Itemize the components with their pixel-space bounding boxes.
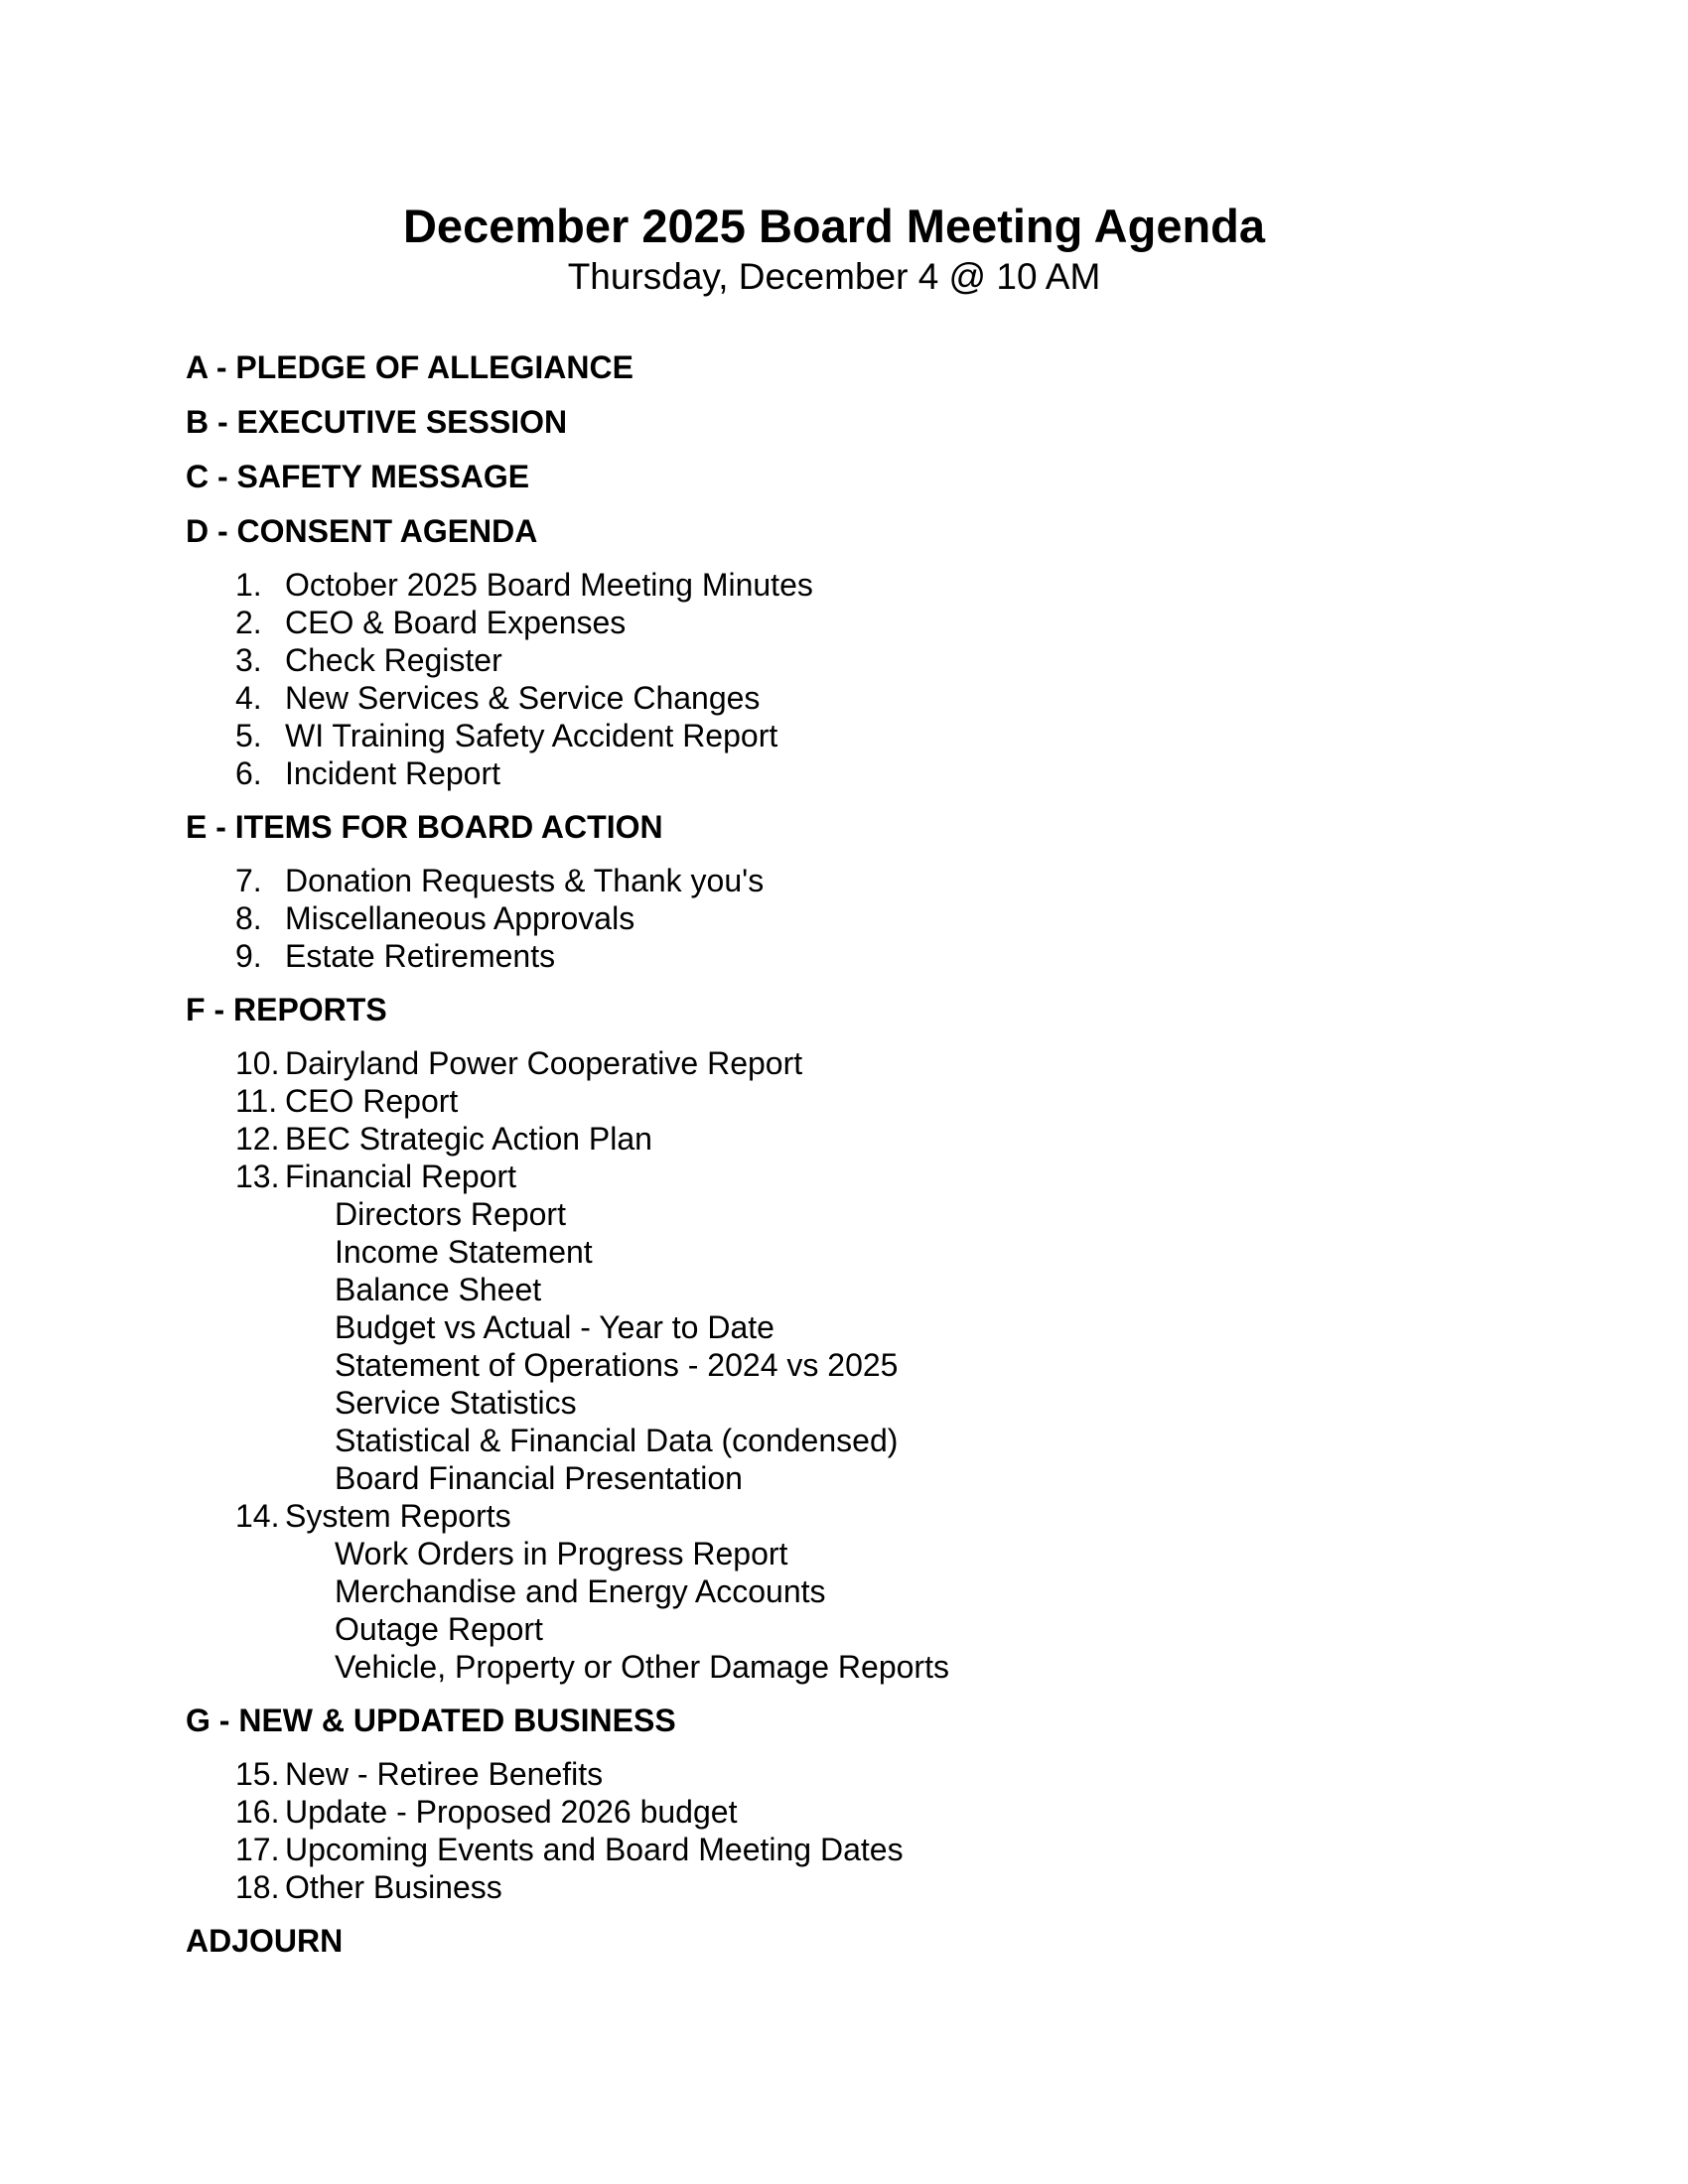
financial-subitem: Board Financial Presentation bbox=[335, 1460, 743, 1496]
item-number: 10. bbox=[235, 1045, 280, 1081]
agenda-item bbox=[186, 1497, 1576, 1535]
section-heading: A - PLEDGE OF ALLEGIANCE bbox=[186, 349, 633, 385]
section-e bbox=[186, 807, 1576, 975]
section-heading: F - REPORTS bbox=[186, 992, 387, 1027]
item-text: CEO & Board Expenses bbox=[285, 605, 627, 640]
agenda-item bbox=[186, 862, 1576, 899]
item-number: 4. bbox=[235, 680, 262, 716]
item-number: 6. bbox=[235, 755, 262, 791]
item-number: 9. bbox=[235, 938, 262, 974]
item-text: Miscellaneous Approvals bbox=[285, 900, 635, 936]
section-b bbox=[186, 402, 1576, 442]
agenda-item bbox=[186, 754, 1576, 792]
section-heading: B - EXECUTIVE SESSION bbox=[186, 404, 568, 440]
agenda-item bbox=[186, 604, 1576, 641]
financial-subitem: Directors Report bbox=[335, 1196, 566, 1232]
section-d bbox=[186, 511, 1576, 792]
item-text: Financial Report bbox=[285, 1159, 516, 1194]
item-number: 17. bbox=[235, 1832, 280, 1867]
financial-subitem: Income Statement bbox=[335, 1234, 593, 1270]
agenda-item bbox=[186, 566, 1576, 604]
agenda-item bbox=[186, 937, 1576, 975]
agenda-item bbox=[186, 717, 1576, 754]
agenda-item bbox=[186, 1793, 1576, 1831]
page-title: December 2025 Board Meeting Agenda bbox=[402, 200, 1266, 252]
item-text: Incident Report bbox=[285, 755, 501, 791]
meeting-date-subtitle: Thursday, December 4 @ 10 AM bbox=[567, 256, 1101, 297]
item-text: Other Business bbox=[285, 1869, 502, 1905]
financial-subitem: Service Statistics bbox=[335, 1385, 577, 1421]
item-text: Upcoming Events and Board Meeting Dates bbox=[285, 1832, 904, 1867]
item-number: 5. bbox=[235, 718, 262, 753]
section-heading: C - SAFETY MESSAGE bbox=[186, 459, 530, 494]
section-g bbox=[186, 1701, 1576, 1906]
financial-subitem: Statistical & Financial Data (condensed) bbox=[335, 1423, 899, 1458]
system-subitem: Work Orders in Progress Report bbox=[335, 1536, 788, 1571]
financial-subitem: Balance Sheet bbox=[335, 1272, 542, 1307]
item-text: New - Retiree Benefits bbox=[285, 1756, 604, 1792]
financial-subitem: Budget vs Actual - Year to Date bbox=[335, 1309, 774, 1345]
system-subitem: Merchandise and Energy Accounts bbox=[335, 1573, 826, 1609]
section-f bbox=[186, 990, 1576, 1686]
item-number: 13. bbox=[235, 1159, 280, 1194]
section-a bbox=[186, 347, 1576, 387]
agenda-item-list bbox=[186, 1044, 1576, 1686]
item-text: Dairyland Power Cooperative Report bbox=[285, 1045, 803, 1081]
agenda-item bbox=[186, 679, 1576, 717]
agenda-item-list bbox=[186, 862, 1576, 975]
item-text: System Reports bbox=[285, 1498, 511, 1534]
agenda-item bbox=[186, 1158, 1576, 1195]
item-text: CEO Report bbox=[285, 1083, 459, 1119]
section-heading: E - ITEMS FOR BOARD ACTION bbox=[186, 809, 663, 845]
item-number: 7. bbox=[235, 863, 262, 898]
system-subitem: Outage Report bbox=[335, 1611, 543, 1647]
item-text: WI Training Safety Accident Report bbox=[285, 718, 778, 753]
item-number: 12. bbox=[235, 1121, 280, 1157]
agenda-item bbox=[186, 899, 1576, 937]
agenda-item bbox=[186, 1868, 1576, 1906]
item-text: Donation Requests & Thank you's bbox=[285, 863, 765, 898]
system-subitem: Vehicle, Property or Other Damage Reports bbox=[335, 1649, 949, 1685]
section-heading: D - CONSENT AGENDA bbox=[186, 513, 538, 549]
section-c bbox=[186, 457, 1576, 496]
item-number: 2. bbox=[235, 605, 262, 640]
item-text: Estate Retirements bbox=[285, 938, 556, 974]
item-number: 15. bbox=[235, 1756, 280, 1792]
section-heading: G - NEW & UPDATED BUSINESS bbox=[186, 1703, 676, 1738]
item-text: October 2025 Board Meeting Minutes bbox=[285, 567, 813, 603]
item-number: 3. bbox=[235, 642, 262, 678]
item-number: 18. bbox=[235, 1869, 280, 1905]
agenda-item-list bbox=[186, 566, 1576, 792]
section-heading: ADJOURN bbox=[186, 1923, 344, 1959]
item-text: New Services & Service Changes bbox=[285, 680, 761, 716]
item-text: BEC Strategic Action Plan bbox=[285, 1121, 652, 1157]
item-number: 1. bbox=[235, 567, 262, 603]
agenda-item bbox=[186, 1120, 1576, 1158]
agenda-item-list bbox=[186, 1755, 1576, 1906]
item-number: 14. bbox=[235, 1498, 280, 1534]
agenda-item bbox=[186, 1082, 1576, 1120]
agenda-item bbox=[186, 1755, 1576, 1793]
item-number: 11. bbox=[235, 1083, 278, 1119]
agenda-item bbox=[186, 1044, 1576, 1082]
item-number: 8. bbox=[235, 900, 262, 936]
section-adjourn bbox=[186, 1921, 1576, 1961]
agenda-item bbox=[186, 1831, 1576, 1868]
item-number: 16. bbox=[235, 1794, 280, 1830]
agenda-item bbox=[186, 641, 1576, 679]
item-text: Check Register bbox=[285, 642, 502, 678]
financial-subitem: Statement of Operations - 2024 vs 2025 bbox=[335, 1347, 899, 1383]
item-text: Update - Proposed 2026 budget bbox=[285, 1794, 738, 1830]
agenda-body bbox=[186, 347, 1576, 1976]
